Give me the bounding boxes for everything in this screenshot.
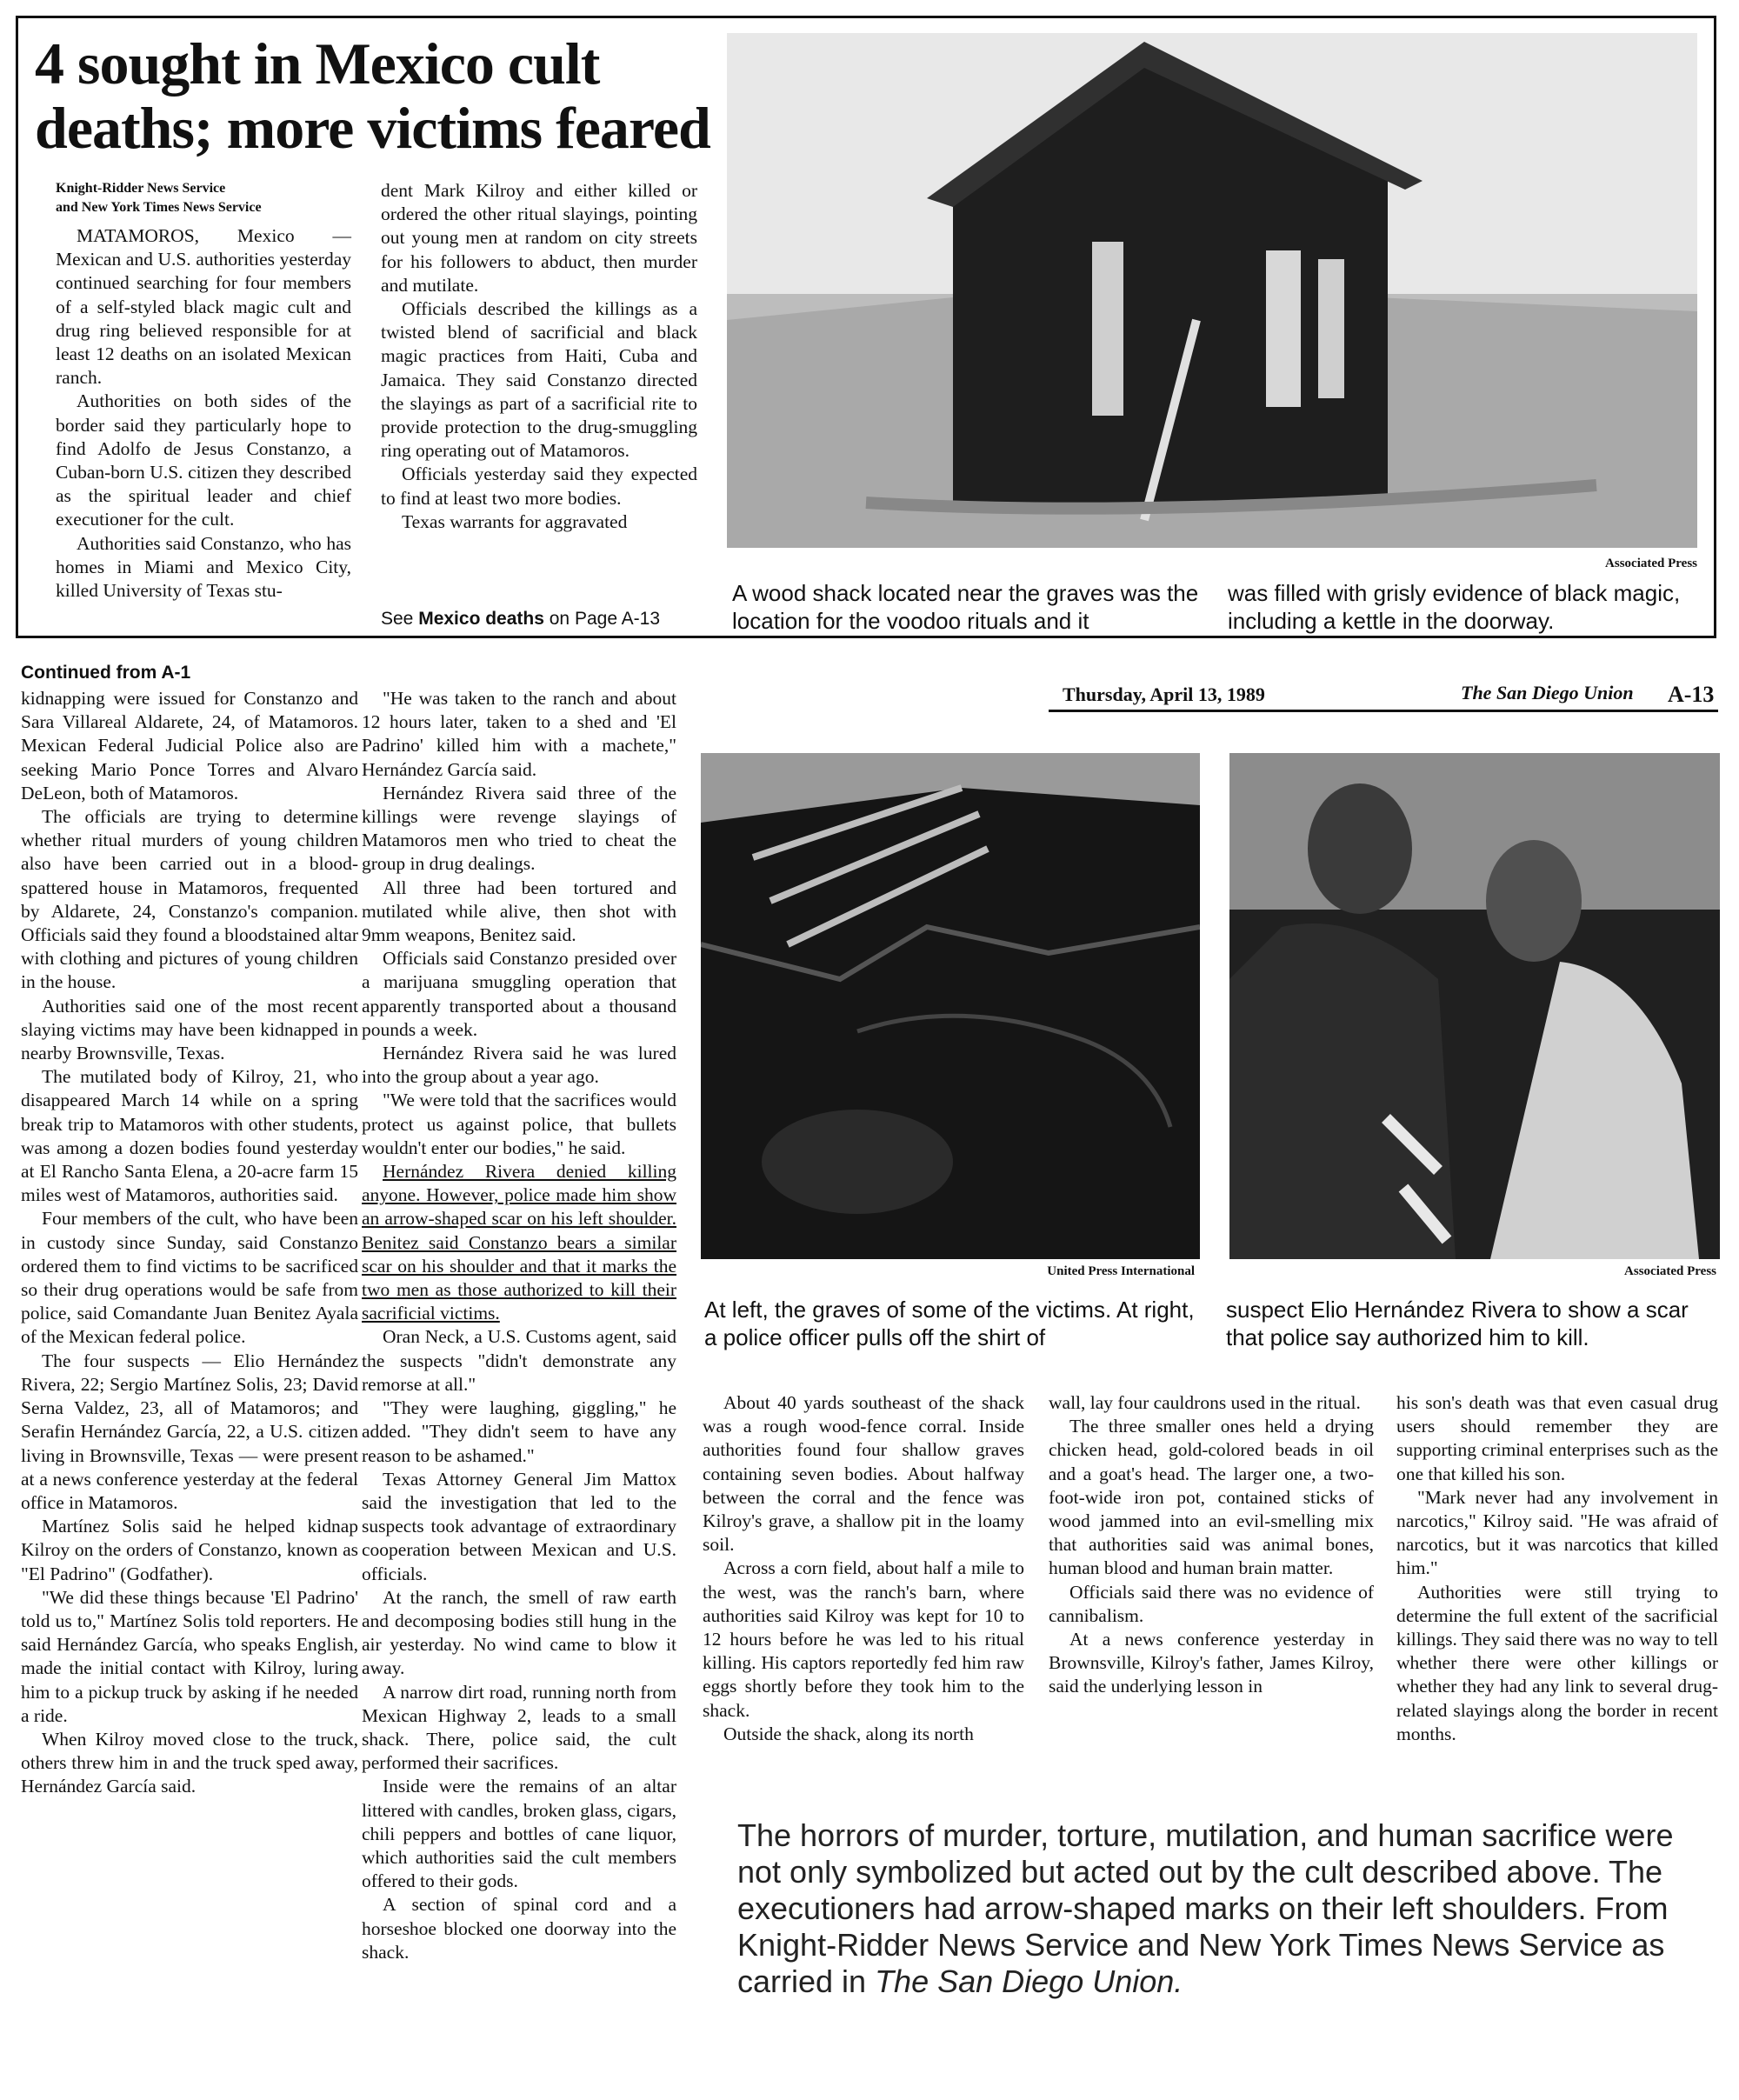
paragraph: Officials described the killings as a twisted blend of sacrificial and black magic practices from Haiti, Cuba and Jamaica. They said Constanzo directed the slayings as part of a sacrificial rite to provide protection to the drug-smuggling ring operating out of Matamoros. xyxy=(381,298,697,462)
headline xyxy=(35,31,730,160)
top-col-1 xyxy=(56,224,351,603)
byline-line-1: Knight-Ridder News Service xyxy=(56,181,226,196)
folio-paper: The San Diego Union xyxy=(1461,682,1634,703)
paragraph: "We were told that the sacrifices would protect us against police, that bullets wouldn't enter our bodies," he said. xyxy=(362,1090,676,1158)
paragraph: Four members of the cult, who have been in custody since Sunday, said Constanzo ordered them to find victims to be sacrificed so their drug operations would be safe from police, said Comandante Juan Benitez Ayala of the Mexican federal police. xyxy=(21,1208,358,1348)
paragraph: Authorities said one of the most recent slaying victims may have been kidnapped in nearby Brownsville, Texas. xyxy=(21,995,358,1064)
paragraph: Officials yesterday said they expected to find at least two more bodies. xyxy=(381,463,697,509)
officer-photo xyxy=(1229,753,1720,1259)
byline xyxy=(56,179,262,217)
graves-illustration xyxy=(701,753,1200,1259)
paragraph: Authorities said Constanzo, who has homes in Miami and Mexico City, killed University of Texas stu- xyxy=(56,532,351,602)
paragraph: Hernández Rivera said he was lured into the group about a year ago. xyxy=(362,1043,676,1088)
paragraph: Officials said Constanzo presided over a marijuana smuggling operation that apparently transported about a thousand pounds a week. xyxy=(362,948,676,1040)
paragraph: "He was taken to the ranch and about 12 hours later, taken to a shed and 'El Padrino' killed him with a machete," Hernández García said. xyxy=(362,688,676,780)
byline-line-2: and New York Times News Service xyxy=(56,200,262,215)
paragraph: Inside were the remains of an altar littered with candles, broken glass, cigars, chili peppers and bottles of cane liquor, which authorities said the cult members offered to their gods. xyxy=(362,1776,676,1892)
paragraph: A narrow dirt road, running north from Mexican Highway 2, leads to a small shack. There, police said, the cult performed their sacrifices. xyxy=(362,1681,676,1774)
paragraph: Hernández Rivera said three of the killings were revenge slayings of Matamoros men who tried to cheat the group in drug dealings. xyxy=(362,782,676,875)
continued-label: Continued from A-1 xyxy=(21,663,191,683)
cont-col-1 xyxy=(21,687,358,1799)
folio-page: A-13 xyxy=(1668,682,1715,707)
paragraph: his son's death was that even casual drug users should remember they are supporting criminal enterprises such as the one that killed his son. xyxy=(1396,1392,1718,1484)
editor-note-source: The San Diego Union. xyxy=(875,1963,1183,1999)
cont-col-4 xyxy=(1049,1391,1374,1699)
shack-photo xyxy=(727,33,1697,548)
headline-line-2: deaths; more victims feared xyxy=(35,95,710,161)
paragraph: The mutilated body of Kilroy, 21, who disappeared March 14 while on a spring break trip to Matamoros with other students, was among a dozen bodies found yesterday at El Rancho Santa Elena, a 20-acre farm 15 miles west of Matamoros, authorities said. xyxy=(21,1066,358,1206)
paragraph: When Kilroy moved close to the truck, others threw him in and the truck sped away, Hernández García said. xyxy=(21,1728,358,1797)
paragraph: The four suspects — Elio Hernández Rivera, 22; Sergio Martínez Solis, 23; David Serna Valdez, 23, all of Matamoros; and Serafin Hernández García, 22, a U.S. citizen living in Brownsville, Texas — were present at a news conference yesterday at the federal office in Matamoros. xyxy=(21,1350,358,1513)
shack-illustration xyxy=(727,33,1697,548)
graves-photo xyxy=(701,753,1200,1259)
paragraph: Across a corn field, about half a mile to the west, was the ranch's barn, where authorities said Kilroy was kept for 10 to 12 hours before he was led to his ritual killing. His captors reportedly fed him raw eggs shortly before they took him to the shack. xyxy=(703,1557,1024,1721)
folio-date: Thursday, April 13, 1989 xyxy=(1063,683,1265,705)
paragraph: Outside the shack, along its north xyxy=(723,1723,974,1744)
paragraph: About 40 yards southeast of the shack was a rough wood-fence corral. Inside authorities found four shallow graves containing seven bodies. About halfway between the corral and the fence was Kilroy's grave, a shallow pit in the loamy soil. xyxy=(703,1392,1024,1556)
paragraph: "They were laughing, giggling," he added. "They didn't seem to have any reason to be ashamed." xyxy=(362,1397,676,1466)
underlined-paragraph: Hernández Rivera denied killing anyone. However, police made him show an arrow-shaped scar on his left shoulder. Benitez said Constanzo bears a similar scar on his shoulder and that it marks the two men as those authorized to kill their sacrificial victims. xyxy=(362,1161,676,1324)
paragraph: The officials are trying to determine whether ritual murders of young children also have been carried out in a blood-spattered house in Matamoros, frequented by Aldarete, 24, Constanzo's companion. Officials said they found a bloodstained altar with clothing and pictures of young children in the house. xyxy=(21,806,358,993)
paragraph: Officials said there was no evidence of cannibalism. xyxy=(1049,1581,1374,1626)
paragraph: The three smaller ones held a drying chicken head, gold-colored beads in oil and a goat's head. The larger one, a two-foot-wide iron pot, contained sticks of wood jammed into an evil-smelling mix that authorities said was animal bones, human blood and human brain matter. xyxy=(1049,1416,1374,1579)
top-col-2 xyxy=(381,179,697,534)
paragraph: wall, lay four cauldrons used in the ritual. xyxy=(1049,1392,1361,1413)
folio-rule xyxy=(1049,710,1718,712)
jump-line[interactable] xyxy=(381,609,711,630)
editor-note xyxy=(737,1817,1711,2000)
paragraph: All three had been tortured and mutilated while alive, then shot with 9mm weapons, Benitez said. xyxy=(362,877,676,946)
jump-suffix: on Page A-13 xyxy=(543,609,661,629)
top-caption-left: A wood shack located near the graves was the location for the voodoo rituals and it xyxy=(732,580,1199,634)
top-photo-credit: Associated Press xyxy=(1605,557,1697,570)
paragraph: A section of spinal cord and a horseshoe blocked one doorway into the shack. xyxy=(362,1894,676,1963)
top-caption-right: was filled with grisly evidence of black magic, including a kettle in the doorway. xyxy=(1228,580,1681,634)
cont-col-2 xyxy=(362,687,676,1964)
paragraph: At the ranch, the smell of raw earth and decomposing bodies still hung in the air yesterday. No wind came to blow it away. xyxy=(362,1586,676,1679)
bottom-caption-right: suspect Elio Hernández Rivera to show a scar that police say authorized him to kill. xyxy=(1226,1297,1689,1350)
paragraph: MATAMOROS, Mexico — Mexican and U.S. authorities yesterday continued searching for four members of a self-styled black magic cult and drug ring believed responsible for at least 12 deaths on an isolated Mexican ranch. xyxy=(56,225,351,389)
paragraph: "Mark never had any involvement in narcotics," Kilroy said. "He was afraid of narcotics, but it was narcotics that killed him." xyxy=(1396,1486,1718,1579)
paragraph: Authorities were still trying to determine the full extent of the sacrificial killings. They said there was no way to tell whether there were other killings or whether they had any link to several drug-related slayings along the border in recent months. xyxy=(1396,1581,1718,1744)
graves-photo-credit: United Press International xyxy=(1047,1264,1195,1278)
paragraph: Authorities on both sides of the border said they particularly hope to find Adolfo de Jesus Constanzo, a Cuban-born U.S. citizen they described as the spiritual leader and chief executioner for the cult. xyxy=(56,390,351,530)
officer-illustration xyxy=(1229,753,1720,1259)
bottom-caption-left: At left, the graves of some of the victims. At right, a police officer pulls off the shirt of xyxy=(704,1297,1195,1350)
paragraph: Texas Attorney General Jim Mattox said the investigation that led to the suspects took advantage of extraordinary cooperation between Mexican and U.S. officials. xyxy=(362,1468,676,1584)
cont-col-3 xyxy=(703,1391,1024,1746)
paragraph: kidnapping were issued for Constanzo and Sara Villareal Aldarete, 24, of Matamoros. Mexican Federal Judicial Police also are seeking Mario Ponce Torres and Alvaro DeLeon, both of Matamoros. xyxy=(21,688,358,803)
headline-line-1: 4 sought in Mexico cult xyxy=(35,30,600,97)
jump-prefix: See xyxy=(381,609,419,629)
paragraph: dent Mark Kilroy and either killed or ordered the other ritual slayings, pointing out young men at random on city streets for his followers to abduct, then murder and mutilate. xyxy=(381,180,697,296)
paragraph: Texas warrants for aggravated xyxy=(402,510,628,532)
paragraph: "We did these things because 'El Padrino' told us to," Martínez Solis told reporters. He said Hernández García, who speaks English, made the initial contact with Kilroy, luring him to a pickup truck by asking if he needed a ride. xyxy=(21,1586,358,1726)
editor-note-text: The horrors of murder, torture, mutilation, and human sacrifice were not only symbolized but acted out by the cult described above. The executioners had arrow-shaped marks on their left shoulders. From Knight-Ridder News Service and New York Times News Service as carried in xyxy=(737,1817,1674,1999)
paragraph: Oran Neck, a U.S. Customs agent, said the suspects "didn't demonstrate any remorse at all." xyxy=(362,1326,676,1395)
jump-bold: Mexico deaths xyxy=(418,609,544,629)
cont-col-5 xyxy=(1396,1391,1718,1746)
officer-photo-credit: Associated Press xyxy=(1624,1264,1716,1278)
paragraph: At a news conference yesterday in Brownsville, Kilroy's father, James Kilroy, said the underlying lesson in xyxy=(1049,1629,1374,1697)
paragraph: Martínez Solis said he helped kidnap Kilroy on the orders of Constanzo, known as "El Padrino" (Godfather). xyxy=(21,1516,358,1584)
